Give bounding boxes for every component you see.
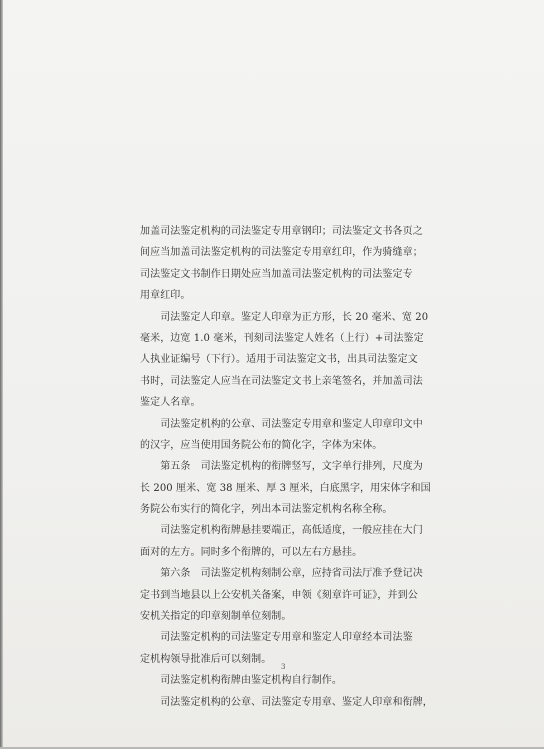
text-line: 加盖司法鉴定机构的司法鉴定专用章钢印；司法鉴定文书各页之 [140, 226, 423, 237]
page-number: 3 [281, 663, 286, 671]
text-line: 司法鉴定人印章。鉴定人印章为正方形，长 20 毫米、宽 20 [140, 311, 429, 323]
scan-left-edge [0, 0, 3, 749]
text-line: 司法鉴定机构衔牌悬挂要端正，高低适度，一般应挂在大门 [140, 525, 423, 537]
text-line: 定书到当地县以上公安机关备案，申领《刻章许可证》，并到公 [140, 589, 418, 601]
text-line: 人执业证编号（下行）。适用于司法鉴定文书，出具司法鉴定文 [140, 354, 418, 366]
text-line: 书时，司法鉴定人应当在司法鉴定文书上亲笔签名，并加盖司法 [140, 375, 423, 387]
text-line: 司法鉴定机构的公章、司法鉴定专用章和鉴定人印章印文中 [140, 418, 423, 430]
text-line: 用章红印。 [140, 290, 191, 302]
text-line: 第五条 司法鉴定机构的衔牌竖写，文字单行排列，尺度为 [140, 461, 423, 473]
text-line: 司法鉴定机构衔牌由鉴定机构自行制作。 [140, 675, 342, 687]
text-line: 毫米，边宽 1.0 毫米，刊刻司法鉴定人姓名（上行）+司法鉴定 [140, 332, 424, 344]
text-line: 司法鉴定文书制作日期处应当加盖司法鉴定机构的司法鉴定专 [140, 268, 413, 280]
text-line: 定机构领导批准后可以刻制。 [140, 653, 272, 665]
text-line: 务院公布实行的简化字，列出本司法鉴定机构名称全称。 [140, 504, 393, 516]
text-line: 长 200 厘米、宽 38 厘米、厚 3 厘米，白底黑字，用宋体字和国 [140, 482, 431, 494]
text-line: 的汉字，应当使用国务院公布的简化字，字体为宋体。 [140, 439, 383, 451]
text-line: 司法鉴定机构的司法鉴定专用章和鉴定人印章经本司法鉴 [140, 632, 413, 644]
text-line: 鉴定人名章。 [140, 397, 201, 409]
text-line: 第六条 司法鉴定机构刻制公章，应持省司法厅准予登记决 [140, 568, 423, 580]
text-line: 安机关指定的印章刻制单位刻制。 [140, 611, 292, 623]
body-text [140, 221, 433, 713]
text-line: 间应当加盖司法鉴定机构的司法鉴定专用章红印，作为骑缝章； [140, 247, 423, 259]
text-line: 司法鉴定机构的公章、司法鉴定专用章、鉴定人印章和衔牌， [140, 696, 433, 708]
text-line: 面对的左方。同时多个衔牌的，可以左右方悬挂。 [140, 546, 363, 558]
